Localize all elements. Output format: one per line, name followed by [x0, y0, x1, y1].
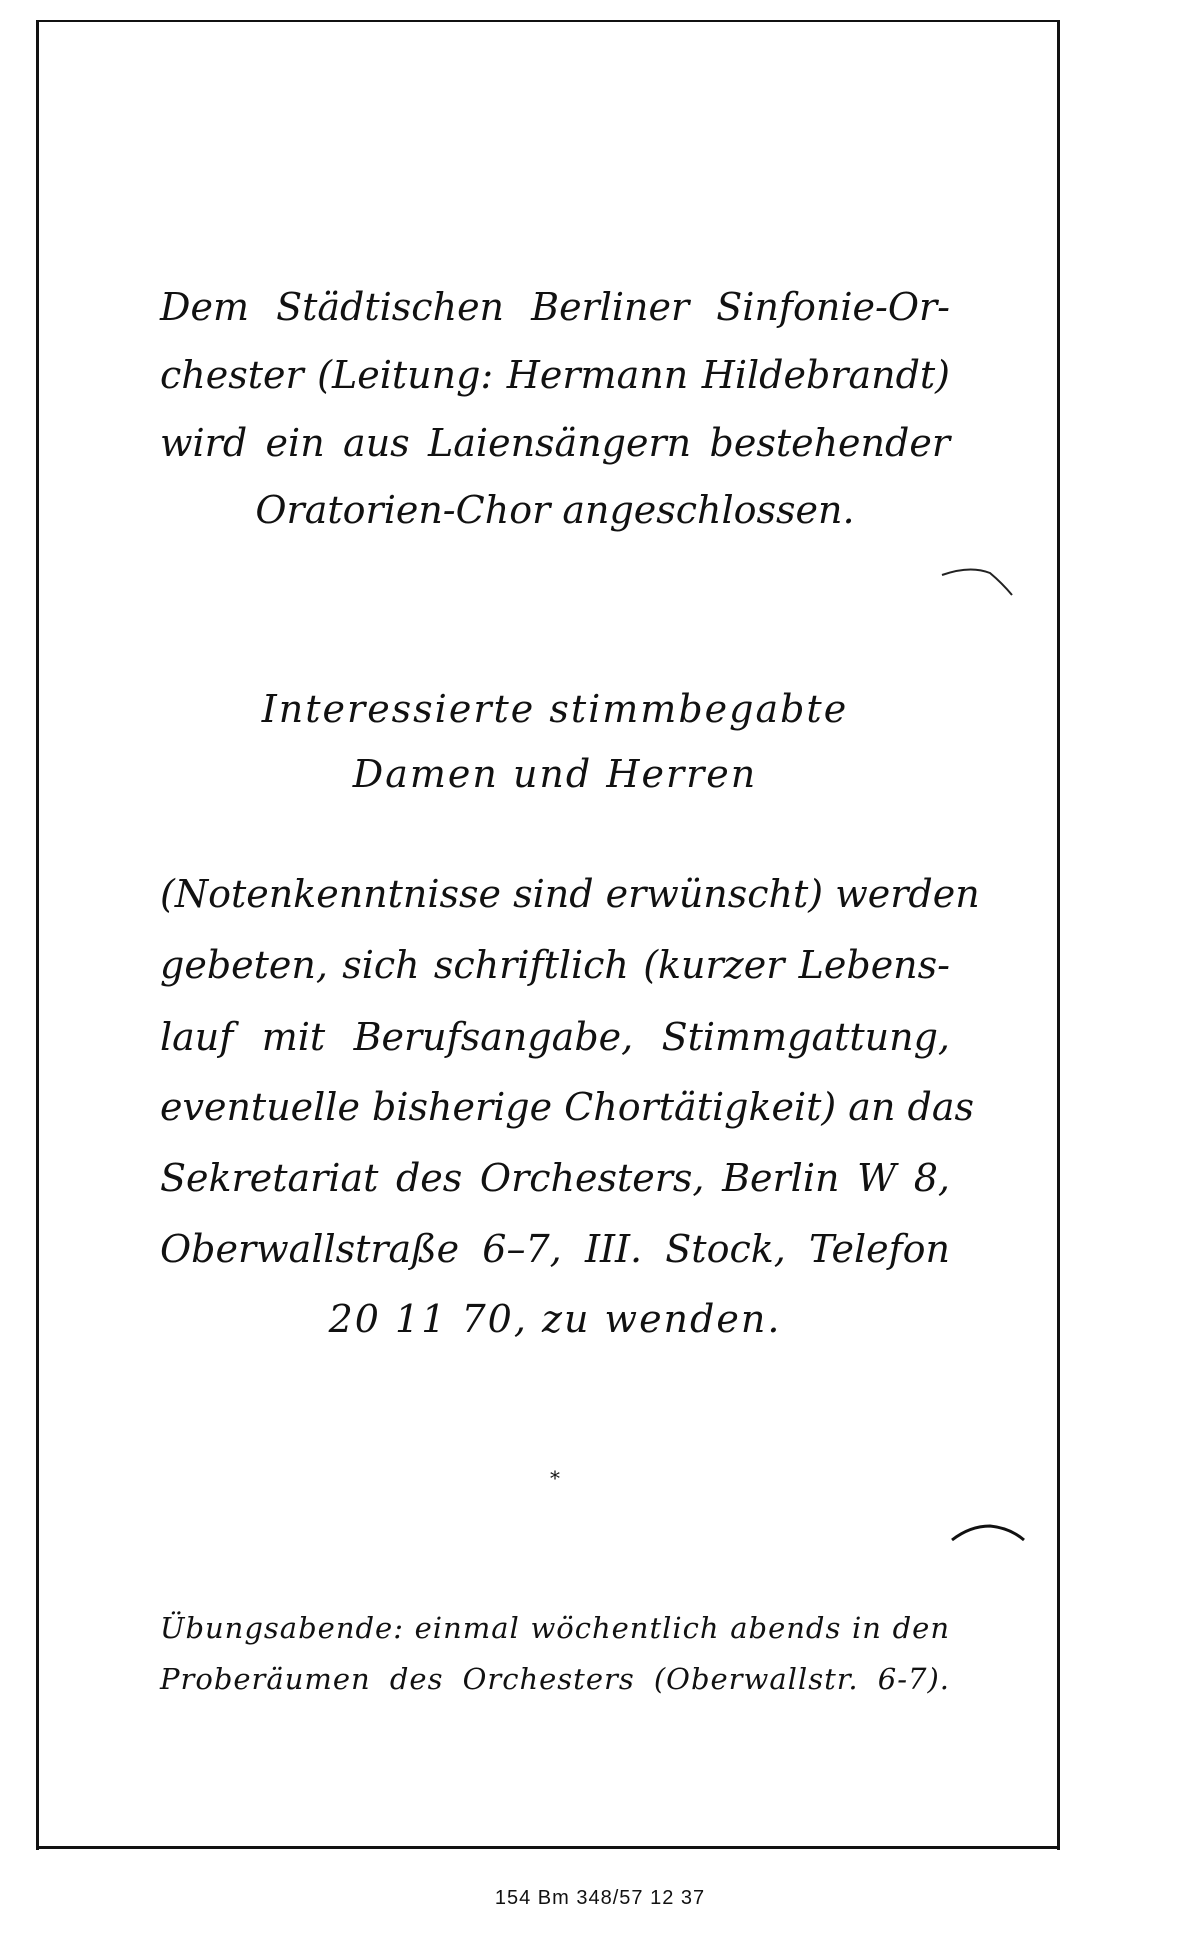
invitation-line-1: Interessierte stimmbegabte [261, 687, 849, 731]
intro-line-2: chester (Leitung: Hermann Hildebrandt) [160, 353, 950, 397]
rehearsal-line-2: Proberäumen des Orchesters (Oberwallstr. 6-7). [160, 1662, 950, 1696]
request-line-2: gebeten, sich schriftlich (kurzer Lebens- [160, 943, 950, 987]
request-line-5: Sekretariat des Orchesters, Berlin W 8, [160, 1156, 950, 1200]
scan-smudge-mark [940, 565, 1020, 605]
print-code: 154 Bm 348/57 12 37 [494, 1887, 706, 1909]
separator-asterisk: * [550, 1466, 560, 1490]
request-line-3: lauf mit Berufsangabe, Stimmgattung, [160, 1015, 950, 1059]
scan-smudge-mark [950, 1520, 1030, 1560]
request-line-6: Oberwallstraße 6–7, III. Stock, Telefon [160, 1227, 950, 1271]
intro-line-4: Oratorien-Chor angeschlossen. [255, 488, 855, 532]
frame-top-border [38, 20, 1060, 22]
request-line-7: 20 11 70, zu wenden. [328, 1297, 782, 1341]
intro-line-1: Dem Städtischen Berliner Sinfonie-Or- [160, 285, 950, 329]
frame-right-border [1057, 20, 1060, 1850]
request-line-1: (Notenkenntnisse sind erwünscht) werden [160, 872, 980, 916]
request-line-4: eventuelle bisherige Chortätigkeit) an das [160, 1085, 974, 1129]
intro-line-3: wird ein aus Laiensängern bestehender [160, 421, 950, 465]
frame-bottom-border [36, 1846, 1060, 1849]
frame-left-border [36, 20, 39, 1850]
invitation-line-2: Damen und Herren [352, 752, 758, 796]
rehearsal-line-1: Übungsabende: einmal wöchentlich abends in den [160, 1611, 950, 1645]
